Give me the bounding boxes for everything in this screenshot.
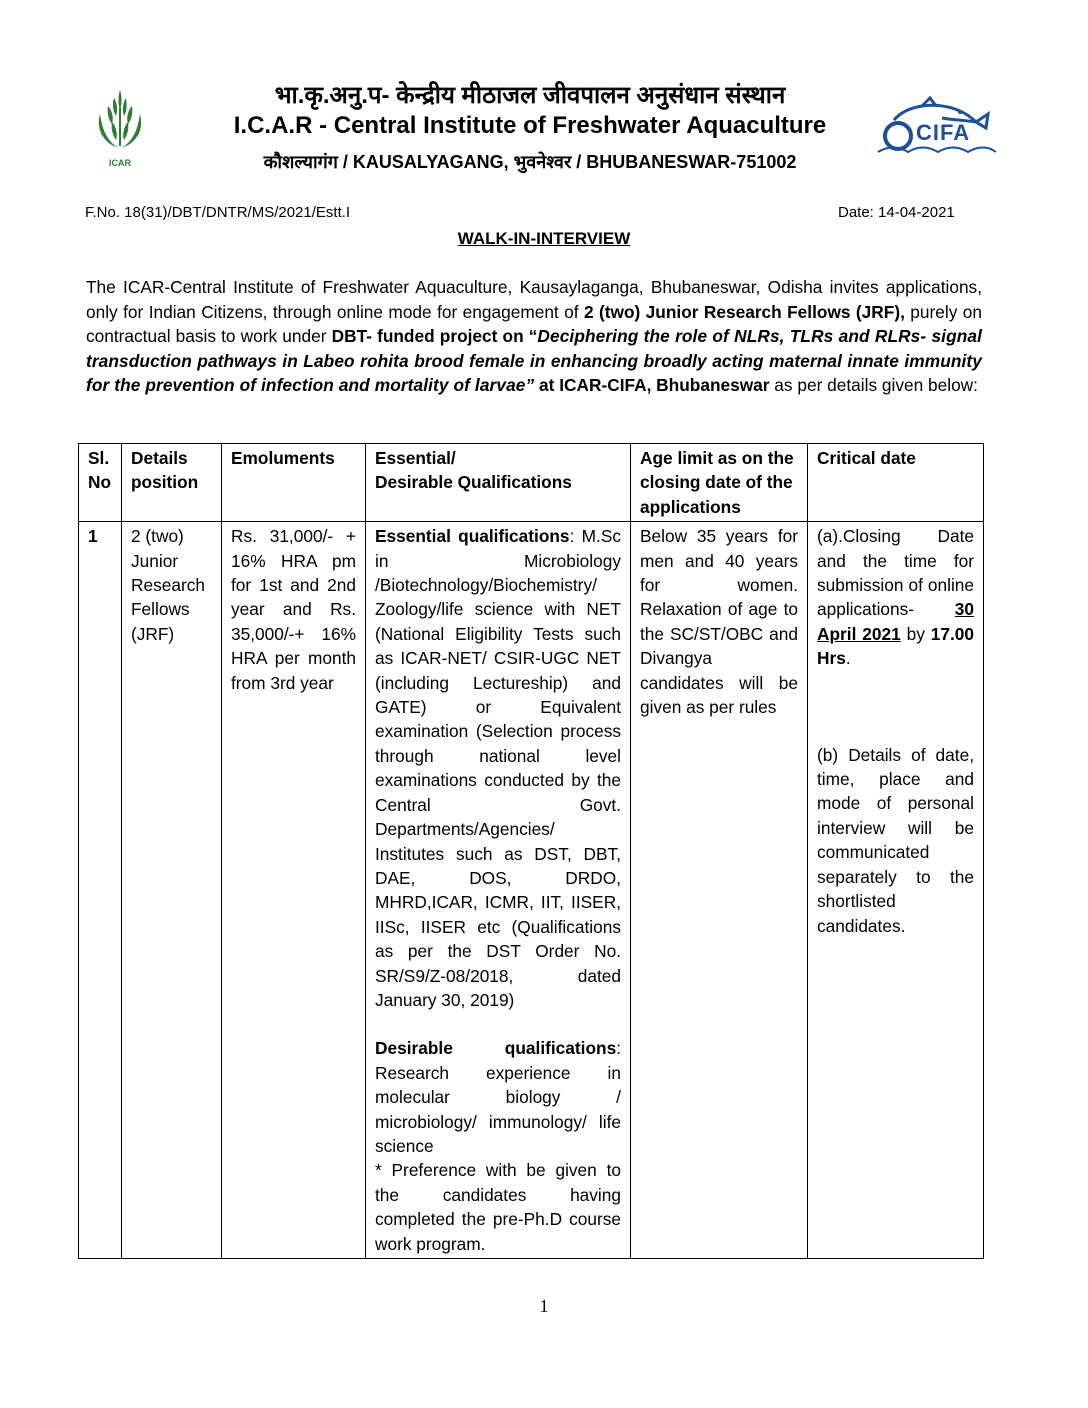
institute-english-name: I.C.A.R - Central Institute of Freshwater Aquaculture [233, 112, 827, 139]
preference-text: * Preference with be given to the candidates having completed the pre-Ph.D course work program. [375, 1160, 621, 1254]
cell-qualifications [366, 522, 631, 1259]
cell-sl-no: 1 [79, 522, 122, 1259]
institute-hindi-name: भा.कृ.अनु.प- केन्द्रीय मीठाजल जीवपालन अनुसंधान संस्थान [274, 82, 786, 109]
header-qualifications-line2: Desirable Qualifications [375, 472, 572, 493]
header-qualifications-line1: Essential/ [375, 448, 456, 468]
intro-part1: The ICAR-Central Institute of Freshwater Aquaculture, Kausaylaganga, Bhubaneswar, Odisha invites applications, only for Indian Citizens, through online mode for engagement of [86, 277, 982, 322]
desirable-label: Desirable qualifications [375, 1038, 617, 1059]
intro-part3: as per details given below: [769, 375, 978, 395]
header-critical-date: Critical date [808, 444, 984, 522]
intro-part2: purely on contractual basis to work under [86, 301, 983, 346]
cifa-logo-text: CIFA [916, 120, 971, 145]
file-number: F.No. 18(31)/DBT/DNTR/MS/2021/Estt.I [85, 204, 351, 221]
critical-a-text: (a).Closing Date and the time for submission of online applications- [817, 526, 974, 620]
header-qualifications [366, 444, 631, 522]
critical-a-by: by [900, 623, 931, 644]
essential-label: Essential qualifications [375, 526, 570, 547]
header-sl-no: Sl. No [79, 444, 122, 522]
critical-date-a: (a).Closing Date and the time for submission of online applications- 30 April 2021 by 17.00 Hrs. [817, 526, 974, 669]
critical-date-b: (b) Details of date, time, place and mode of personal interview will be communicated separately to the shortlisted candidates. [817, 744, 974, 936]
intro-dbt: DBT- funded project on “ [331, 326, 538, 346]
closing-date: 30 April 2021 [817, 599, 974, 644]
header-details-position: Details position [122, 444, 222, 522]
desirable-block: Desirable qualifications: Research experience in molecular biology / microbiology/ immunology/ life science [375, 1038, 621, 1156]
table-header-row [79, 444, 984, 522]
notice-title: WALK-IN-INTERVIEW [457, 229, 631, 248]
desirable-text: Research experience in molecular biology / microbiology/ immunology/ life science [375, 1062, 621, 1156]
cell-details-position: 2 (two) Junior Research Fellows (JRF) [122, 522, 222, 1259]
positions-table [78, 443, 984, 1259]
notice-date: Date: 14-04-2021 [838, 204, 955, 221]
intro-project-title: Deciphering the role of NLRs, TLRs and RLRs- signal transduction pathways in Labeo rohita brood female in enhancing broadly acting maternal innate immunity for the prevention of infection and mortality of larvae” [86, 326, 983, 395]
icar-logo-text: ICAR [109, 158, 131, 168]
cell-emoluments: Rs. 31,000/- + 16% HRA pm for 1st and 2nd year and Rs. 35,000/-+ 16% HRA per month from 3rd year [222, 522, 366, 1259]
intro-place: at ICAR-CIFA, Bhubaneswar [534, 375, 770, 395]
intro-paragraph [86, 275, 982, 398]
cell-critical-date [808, 522, 984, 1259]
closing-time: 17.00 Hrs [817, 623, 974, 669]
header-age-limit: Age limit as on the closing date of the applications [631, 444, 808, 522]
essential-text: M.Sc in Microbiology /Biotechnology/Biochemistry/ Zoology/life science with NET (National Eligibility Tests such as ICAR-NET/ CSIR-UGC NET (including Lectureship) and GATE) or Equivalent examination (Selection process through national level examinations conducted by the Central Govt. Departments/Agencies/ Institutes such as DST, DBT, DAE, DOS, DRDO, MHRD,ICAR, ICMR, IIT, IISER, IISc, IISER etc (Qualifications as per the DST Order No. SR/S9/Z-08/2018, dated January 30, 2019) [375, 526, 621, 1010]
cell-age-limit: Below 35 years for men and 40 years for women. Relaxation of age to the SC/ST/OBC and Divangya candidates will be given as per rules [631, 522, 808, 1259]
institute-address: कौशल्यागंग / KAUSALYAGANG, भुवनेश्वर / BHUBANESWAR-751002 [263, 152, 797, 172]
page-number: 1 [539, 1296, 549, 1316]
header-emoluments: Emoluments [222, 444, 366, 522]
table-row [79, 522, 984, 1259]
intro-posts: 2 (two) Junior Research Fellows (JRF), [583, 301, 905, 322]
essential-block: Essential qualifications: M.Sc in Microbiology /Biotechnology/Biochemistry/ Zoology/life science with NET (National Eligibility Tests such as ICAR-NET/ CSIR-UGC NET (including Lectureship) and GATE) or Equivalent examination (Selection process through national level examinations conducted by the Central Govt. Departments/Agencies/ Institutes such as DST, DBT, DAE, DOS, DRDO, MHRD,ICAR, ICMR, IIT, IISER, IISc, IISER etc (Qualifications as per the DST Order No. SR/S9/Z-08/2018, dated January 30, 2019) [375, 526, 621, 1010]
